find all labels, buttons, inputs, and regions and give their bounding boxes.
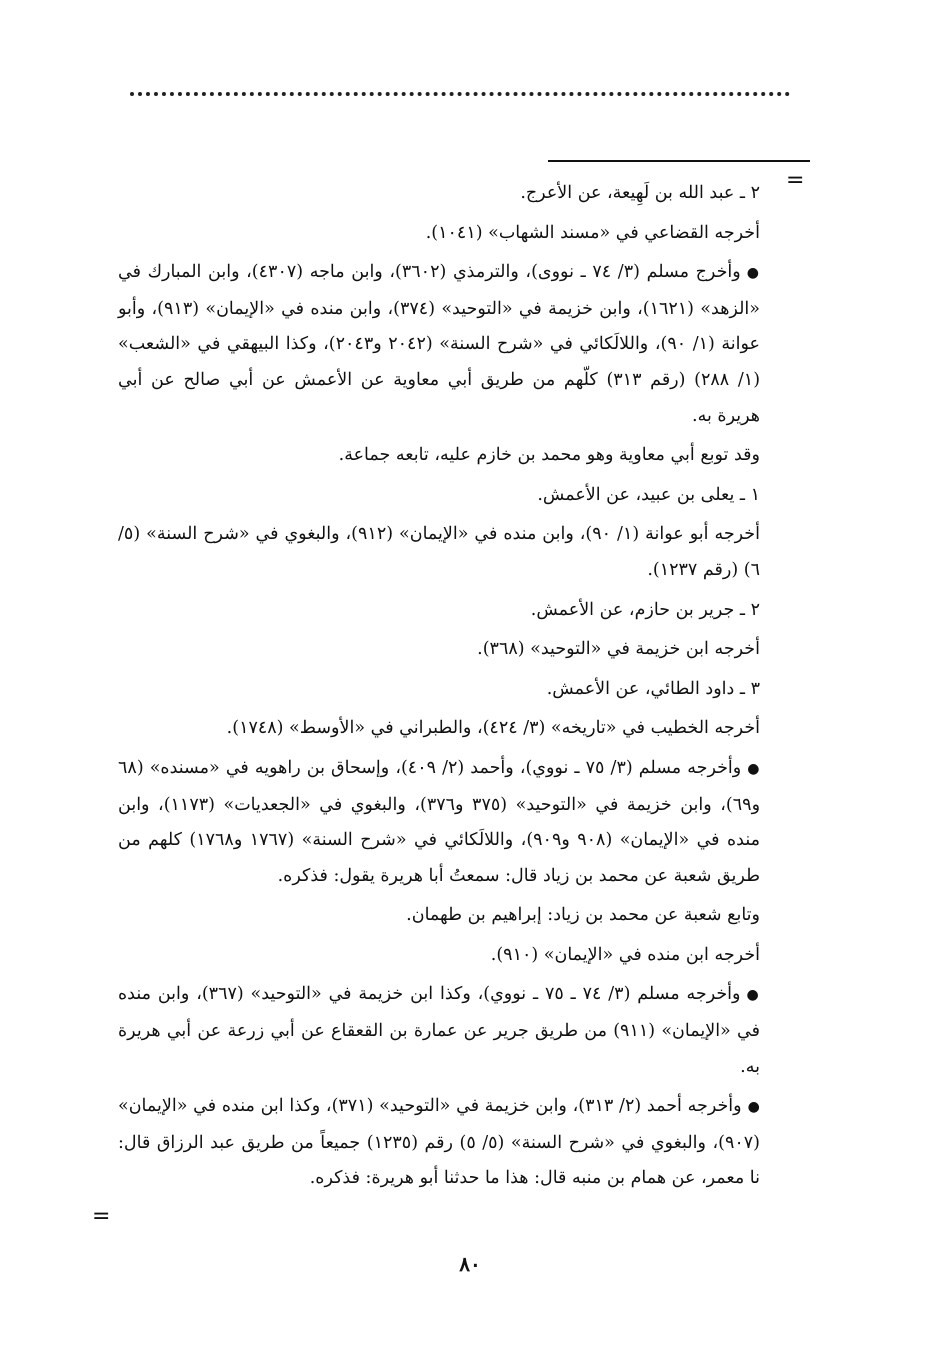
paragraph: ٢ ـ عبد الله بن لَهِيعة، عن الأعرج. — [520, 183, 760, 203]
paragraph: ●وأخرجه مسلم (٣/ ٧٥ ـ نووي)، وأحمد (٢/ ٤٠٩)، وإسحاق بن راهويه في «مسنده» (٦٨ و٦٩)، وابن خزيمة في «التوحيد» (٣٧٥ و٣٧٦)، والبغوي في «الجعديات» (١١٧٣)، وابن منده في «الإيمان» (٩٠٨ و٩٠٩)، واللالَكائي في «شرح السنة» (١٧٦٧ و١٧٦٨) كلهم من طريق شعبة عن محمد بن زياد قال: سمعتُ أبا هريرة يقول: فذكره. — [118, 757, 761, 886]
bullet-icon: ● — [747, 760, 760, 777]
paragraph: ٢ ـ جرير بن حازم، عن الأعمش. — [530, 599, 760, 620]
paragraph: أخرجه القضاعي في «مسند الشهاب» (١٠٤١). — [425, 222, 760, 243]
bullet-icon: ● — [746, 987, 760, 1004]
footnote-continuation-mark-bottom: = — [92, 1204, 111, 1229]
footnote-continuation-mark-top: = — [786, 168, 805, 193]
paragraph: ٣ ـ داود الطائي، عن الأعمش. — [546, 678, 760, 699]
page-number: ٨٠ — [459, 1252, 481, 1276]
paragraph: أخرجه أبو عوانة (١/ ٩٠)، وابن منده في «الإيمان» (٩١٢)، والبغوي في «شرح السنة» (٥/ ٦) (رقم ١٢٣٧). — [118, 524, 760, 580]
footnote-body — [118, 176, 760, 1201]
paragraph: ●وأخرج مسلم (٣/ ٧٤ ـ نووى)، والترمذي (٣٦٠٢)، وابن ماجه (٤٣٠٧)، وابن المبارك في «الزهد» (١٦٢١)، وابن خزيمة في «التوحيد» (٣٧٤)، وابن منده في «الإيمان» (٩١٣)، وأبو عوانة (١/ ٩٠)، واللالَكائي في «شرح السنة» (٢٠٤٢ و٢٠٤٣)، وكذا البيهقي في «الشعب» (١/ ٢٨٨) (رقم ٣١٣) كلّهم من طريق أبي معاوية عن الأعمش عن أبي صالح عن أبي هريرة به. — [118, 262, 761, 426]
paragraph: وتابع شعبة عن محمد بن زياد: إبراهيم بن طهمان. — [406, 905, 760, 926]
paragraph: أخرجه الخطيب في «تاريخه» (٣/ ٤٢٤)، والطبراني في «الأوسط» (١٧٤٨). — [226, 718, 760, 739]
header-dotted-rule — [130, 92, 790, 96]
paragraph: ●وأخرجه مسلم (٣/ ٧٤ ـ ٧٥ ـ نووي)، وكذا ابن خزيمة في «التوحيد» (٣٦٧)، وابن منده في «الإيمان» (٩١١) من طريق جرير عن عمارة بن القعقاع عن أبي زرعة عن أبي هريرة به. — [118, 984, 760, 1077]
bullet-icon: ● — [747, 1099, 760, 1116]
paragraph: وقد توبع أبي معاوية وهو محمد بن خازم عليه، تابعه جماعة. — [338, 445, 760, 466]
paragraph: أخرجه ابن منده في «الإيمان» (٩١٠). — [490, 944, 760, 965]
paragraph: ●وأخرجه أحمد (٢/ ٣١٣)، وابن خزيمة في «التوحيد» (٣٧١)، وكذا ابن منده في «الإيمان» (٩٠٧)، والبغوي في «شرح السنة» (٥/ ٥) رقم (١٢٣٥) جميعاً من طريق عبد الرزاق قال: نا معمر، عن همام بن منبه قال: هذا ما حدثنا أبو هريرة: فذكره. — [118, 1096, 760, 1189]
paragraph: أخرجه ابن خزيمة في «التوحيد» (٣٦٨). — [477, 639, 760, 660]
paragraph: ١ ـ يعلى بن عبيد، عن الأعمش. — [537, 484, 760, 505]
footnote-separator-rule — [548, 160, 810, 162]
bullet-icon: ● — [746, 265, 761, 282]
